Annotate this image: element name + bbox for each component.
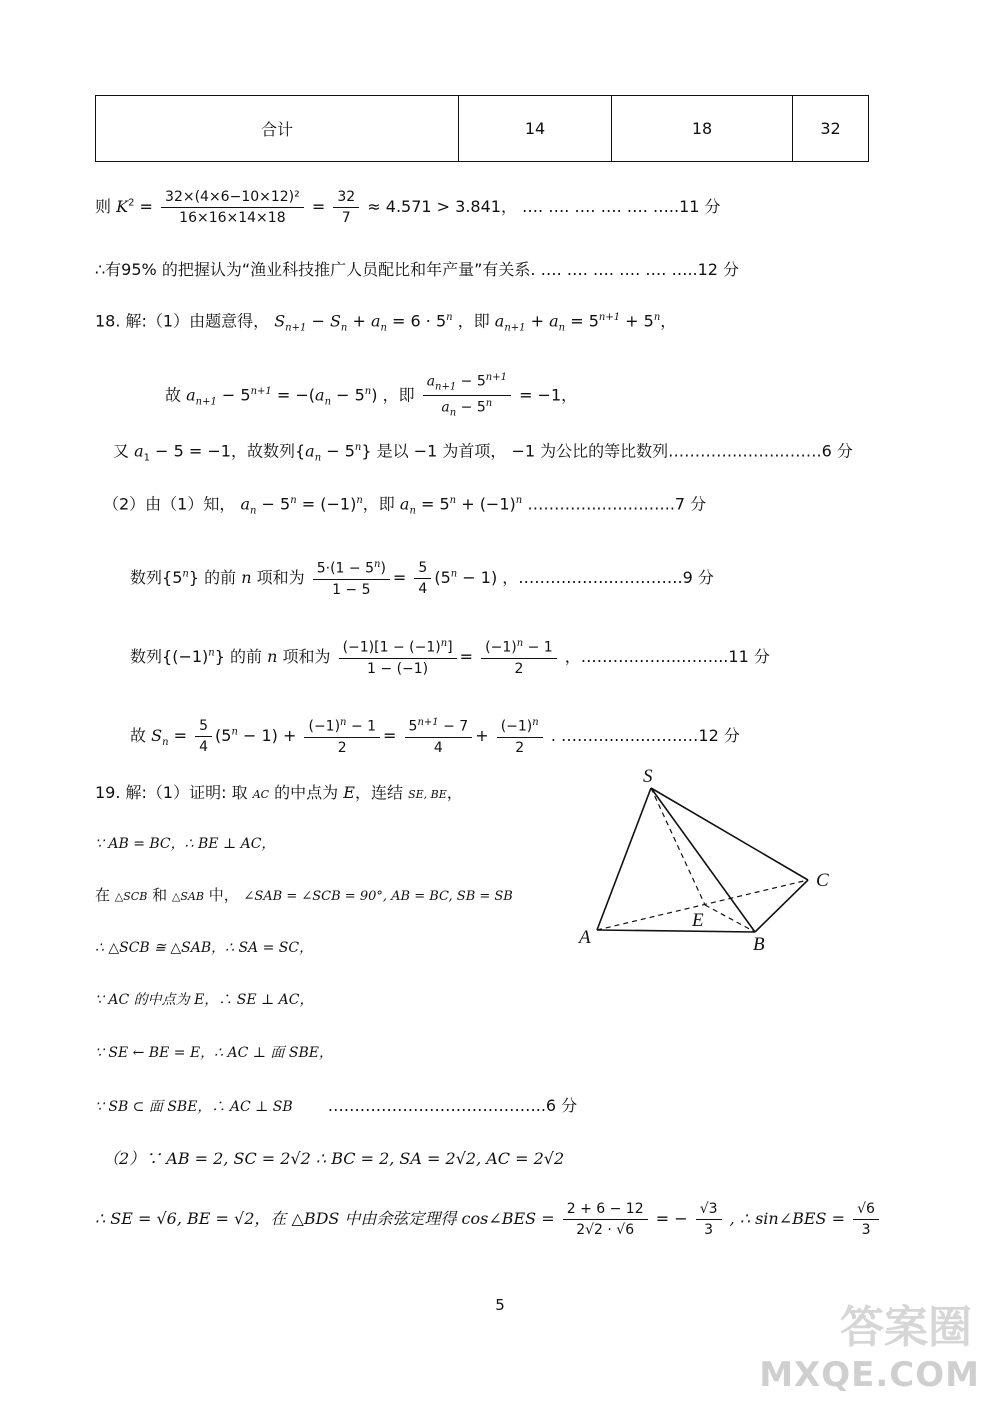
q19-l7-score: …………………………………..6 分 xyxy=(327,1096,578,1115)
page-number: 5 xyxy=(495,1296,505,1314)
q18-l7-tail: . ………..…..…….…12 分 xyxy=(550,725,740,745)
q18-l5-n: n xyxy=(241,567,252,587)
pyramid-figure xyxy=(570,760,850,960)
q18-l3-head: 又 xyxy=(113,441,130,461)
q18-head: 18. 解:（1）由题意得， xyxy=(95,311,270,331)
q19-l9-r6n: √6 xyxy=(853,1202,879,1220)
q19-l9-sin: , ∴ sin∠BES = xyxy=(729,1209,846,1228)
q18-l3-tail: 是以 −1 为首项， −1 为公比的等比数列…………..……..…….6 分 xyxy=(376,441,853,461)
q19-line2: ∵ AB = BC，∴ BE ⊥ AC， xyxy=(95,836,276,852)
k2-f2-num: 32 xyxy=(333,190,359,208)
q19-l9-r6d: 3 xyxy=(861,1222,871,1238)
q19-sebe: SE, BE xyxy=(408,788,447,801)
total-c3: 32 xyxy=(793,96,869,162)
q19-line5: ∵ AC 的中点为 E，∴ SE ⊥ AC， xyxy=(95,992,314,1008)
q18-l6-tail: ，………..……..……...11 分 xyxy=(564,646,770,666)
q19-join: ，连结 xyxy=(354,783,403,802)
label-B: B xyxy=(753,934,765,955)
q19-l9-den: 2√2 · √6 xyxy=(576,1222,635,1238)
q18-l5-mid2: 项和为 xyxy=(256,567,305,587)
q18-l2-head: 故 xyxy=(165,385,182,405)
total-row-table xyxy=(95,95,869,162)
q18-l6-head: 数列 xyxy=(130,646,163,666)
k2-symbol: K xyxy=(116,197,129,216)
k2-eq: = xyxy=(139,197,153,216)
q18-line5: 数列{5$^n$} 的前 n 项和为 $\frac{5\cdot(1 - 5^n)}{1 - 5}$ = $\frac{5}{4}$ $(5^n - 1)$ ，……….……..………….9 分 xyxy=(130,559,714,598)
q18-l4-head: （2）由（1）知， xyxy=(103,494,236,514)
q19-l3-mid: 中， xyxy=(208,886,239,904)
k2-result: ≈ 4.571 > 3.841， xyxy=(367,197,517,216)
label-C: C xyxy=(816,870,829,891)
q18-l5-head: 数列 xyxy=(130,567,163,587)
total-label: 合计 xyxy=(96,96,459,162)
edge-SA xyxy=(597,788,651,930)
q19-e: E xyxy=(343,783,355,802)
k2-eq2: = xyxy=(311,197,326,216)
label-E: E xyxy=(692,910,704,931)
q19-l3-eq: ∠SAB = ∠SCB = 90°, AB = BC, SB = SB xyxy=(243,889,513,904)
q19-line7 xyxy=(95,1098,577,1114)
q18-line2: 故 $a_{n+1} - 5^{n+1} = -(a_n - 5^n)$ ，即 $\frac{a_{n+1} - 5^{n+1}}{a_n - 5^n}$ = −1， xyxy=(165,372,578,419)
q19-line3 xyxy=(95,888,513,903)
q19-line1: 19. 解:（1）证明: 取 AC 的中点为 E，连结 SE, BE， xyxy=(95,783,463,802)
q19-line6: ∵ SE ← BE = E，∴ AC ⊥ 面 SBE， xyxy=(95,1045,333,1061)
watermark-logo: 答案圈 xyxy=(840,1302,972,1353)
q19-l3-tri2: △SAB xyxy=(171,890,204,903)
q19-l3-and: 和 xyxy=(152,886,168,904)
q19-l9-num: 2 + 6 − 12 xyxy=(563,1202,648,1220)
k2-line: 则 $K^2$ = $\frac{\text{32×(4×6−10×12)²}}{16\times 16\times 14\times 18}$ = $\frac{32}{7}$ ≈ 4.571 > 3.841， …. …. …. …. …. …..11 分 xyxy=(95,189,721,226)
total-c2: 18 xyxy=(612,96,793,162)
q18-line7: 故 $S_n$ = $\frac{5}{4}$ $(5^n - 1)$ + $\frac{(-1)^n - 1}{2}$ = $\frac{5^{n+1} - 7}{4}$ + $\frac{(-1)^n}{2}$ . ………..…..…….…12 分 xyxy=(130,717,740,756)
q18-l5-tail: ，……….……..………….9 分 xyxy=(502,567,714,587)
edge-SC xyxy=(651,788,808,880)
q19-l9-r3n: √3 xyxy=(696,1202,722,1220)
k2-prefix: 则 xyxy=(95,197,112,216)
edge-AB xyxy=(597,930,755,932)
q19-line8: （2）∵ AB = 2, SC = 2√2 ∴ BC = 2, SA = 2√2, AC = 2√2 xyxy=(103,1149,565,1168)
label-S: S xyxy=(643,766,653,787)
k2-num: 32×(4×6−10×12)² xyxy=(161,190,304,208)
q19-line4: ∴ △SCB ≅ △SAB，∴ SA = SC， xyxy=(95,940,314,956)
q18-l2-tail: ，即 xyxy=(382,385,415,405)
conclusion: ∴有95% 的把握认为“渔业科技推广人员配比和年产量”有关系. …. …. …. …. …. …..12 分 xyxy=(95,260,740,279)
q19-l9-mid: = − xyxy=(655,1209,688,1228)
q18-l5-mid: 的前 xyxy=(204,567,237,587)
q18-line6: 数列$\{(-1)^n\}$ 的前 n 项和为 $\frac{(-1)[1 - (-1)^n]}{1 - (-1)}$ = $\frac{(-1)^n - 1}{2}$ ，………..……..……...11 分 xyxy=(130,638,770,677)
k2-den: 16×16×14×18 xyxy=(179,210,286,226)
q18-line4: （2）由（1）知， $a_n - 5^n = (-1)^n$，即 $a_n = 5^n + (-1)^n$ …………..…..….…..7 分 xyxy=(103,494,707,517)
q19-ac: AC xyxy=(252,788,270,801)
q19-mid: 的中点为 xyxy=(274,783,339,802)
k2-score: …. …. …. …. …. …..11 分 xyxy=(522,197,721,216)
edge-SE-hidden xyxy=(651,788,705,905)
q18-l4-tail: …………..…..….…..7 分 xyxy=(527,494,707,514)
q18-line3: 又 $a_1 - 5 = -1$，故数列$\{a_n - 5^n\}$ 是以 −1 为首项， −1 为公比的等比数列…………..……..…….6 分 xyxy=(113,441,853,464)
q19-line9 xyxy=(95,1202,882,1237)
q18-line1: 18. 解:（1）由题意得， $S_{n+1} - S_n + a_n = 6 \cdot 5^n$ ，即 $a_{n+1} + a_n = 5^{n+1} + 5^n$， xyxy=(95,311,677,334)
q19-l3-head: 在 xyxy=(95,886,111,904)
label-A: A xyxy=(579,927,591,948)
k2-fraction2 xyxy=(333,190,359,225)
q18-l7-head: 故 xyxy=(130,725,147,745)
q19-l9-head: ∴ SE = √6, BE = √2，在 △BDS 中由余弦定理得 cos∠BES = xyxy=(95,1209,555,1228)
q19-head: 19. 解:（1）证明: 取 xyxy=(95,783,248,802)
edge-BE-hidden xyxy=(705,905,755,932)
q19-l3-tri1: △SCB xyxy=(114,890,148,903)
watermark-url: MXQE.COM xyxy=(759,1355,980,1395)
k2-f2-den: 7 xyxy=(341,210,351,226)
total-c1: 14 xyxy=(459,96,612,162)
q18-l2-end: = −1， xyxy=(519,385,578,405)
q18-l1-tail: ，即 xyxy=(457,311,490,331)
q19-l7: ∵ SB ⊂ 面 SBE，∴ AC ⊥ SB xyxy=(95,1099,293,1115)
k2-fraction xyxy=(161,190,304,225)
edge-BC xyxy=(755,880,808,932)
q19-l9-r3d: 3 xyxy=(704,1222,714,1238)
